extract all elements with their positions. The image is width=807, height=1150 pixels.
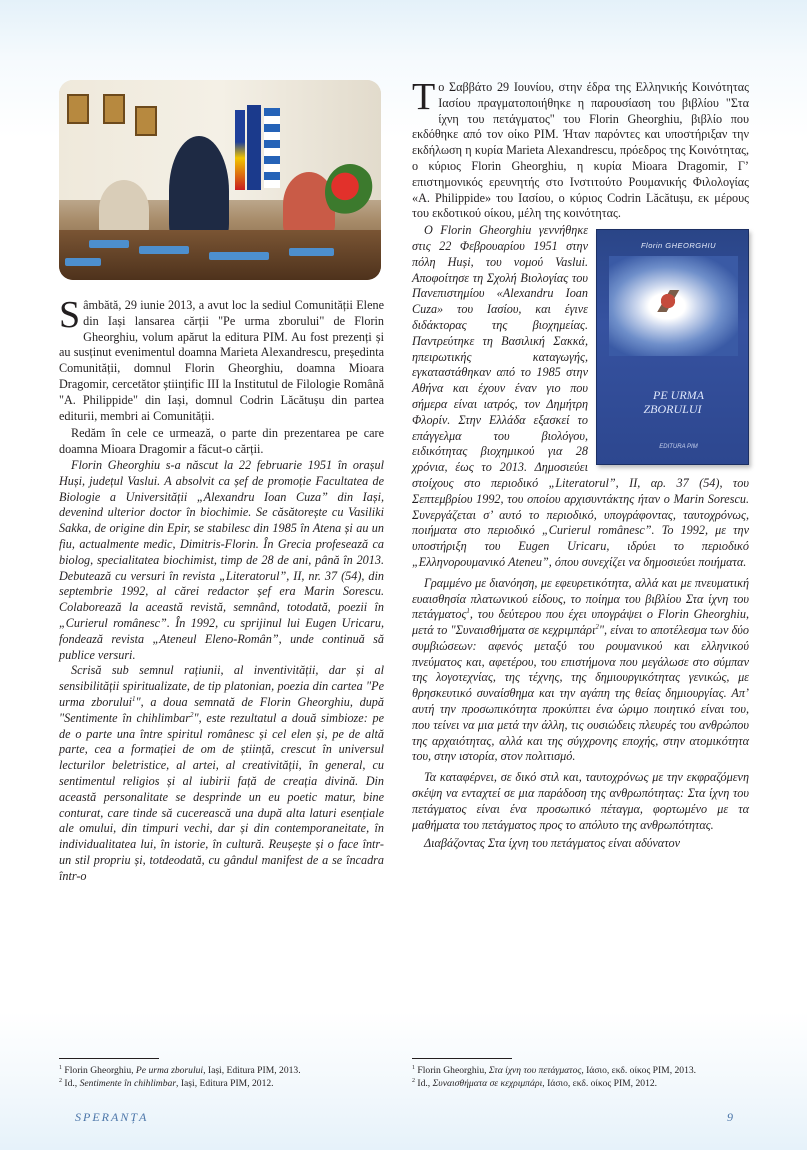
footnotes-right [412,1058,749,1090]
footnote-title: Στα ίχνη του πετάγματος [488,1065,582,1076]
gr-analysis-text-a: Γραμμένο με διανόηση, με εφευρετικότητα, αλλά και με πνευματική ευαισθησία πλατωνικού είδους, το ποίημα του βιβλίου Στα ίχνη του πετάγματος [412,575,749,622]
ro-analysis-text-b: ", a doua semnată de Florin Gheorghiu, după "Sentimente în chihlimbar [59,694,384,725]
footnote-text: , Iași, Editura PIM, 2013. [203,1065,301,1076]
footnote-text: Florin Gheorghiu, [415,1065,489,1076]
gr-analysis-paragraph [412,576,749,766]
footnote-rule [412,1058,512,1059]
ro-intro-paragraph [59,294,384,424]
footnote-text: , Ιάσιο, εκδ. οίκος PIM, 2012. [542,1078,658,1089]
page-number: 9 [727,1110,733,1124]
footnote-rule [59,1058,159,1059]
ro-lead-paragraph: Redăm în cele ce urmează, o parte din prezentarea pe care doamna Mioara Dragomir a făcut-o cărții. [59,426,384,457]
footnote-text: Id., [415,1078,433,1089]
gr-footnote-2 [412,1077,749,1090]
gr-reading-paragraph: Διαβάζοντας Στα ίχνη του πετάγματος είναι αδύνατον [424,836,681,851]
footnote-num: 2 [59,1077,62,1084]
ro-dropcap: S [59,294,81,336]
cover-title-line2: ZBORULUI [643,402,702,417]
ro-analysis-paragraph [59,663,384,884]
footnotes-left [59,1058,384,1090]
gr-dropcap: Τ [412,76,436,118]
footnote-num: 1 [59,1064,62,1071]
footnote-title: Sentimente în chihlimbar [79,1078,177,1089]
gr-style-paragraph: Τα καταφέρνει, σε δικό στιλ και, ταυτοχρόνως με την εκφραζόμενη σκέψη να ενταχτεί σε μια παράδοση της ανθρωπότητας: Στα ίχνη του πετάγματος είναι ένα προσωπικό πέταγμα, φορτωμένο με τα μαθήματα του πετάγματος προς το απόλυτο της ανθρωπότητας. [412,770,749,832]
gr-intro-text: ο Σαββάτο 29 Ιουνίου, στην έδρα της Ελληνικής Κοινότητας Ιασίου πραγματοποιήθηκε η παρουσίαση του βιβλίου "Στα ίχνη του πετάγματος" του Florin Gheorghiu, βιβλίο που εκδόθηκε από τον οίκο PIM. Ήταν παρόντες και υποστήριξαν την εκδήλωση η κυρία Marieta Alexandrescu, πρόεδρος της Κοινότητας, ο κύριος Florin Gheorghiu, η κυρία Mioara Dragomir, Γ’ επιστημονικός ερευνητής στο Ινστιτούτο Ρουμανικής Φιλολογίας «A. Philippide» του Ιασίου, ο κύριος Codrin Lăcătușu, εκ μέρους του εκδοτικού οίκου, μέλη της κοινότητας. [412,80,749,221]
footnote-title: Pe urma zborului [135,1065,204,1076]
cover-publisher: EDITURA PIM [659,444,698,451]
footnote-1 [59,1064,384,1077]
book-cover [596,229,749,465]
footnote-text: , Iași, Editura PIM, 2012. [176,1078,274,1089]
footnote-num: 2 [412,1077,415,1084]
gr-analysis-text-c: ", είναι το αποτέλεσμα των δύο συμβιώσεων: αφενός μεταξύ του ρουμανικού και ελληνικού πνεύματος και, αφετέρου, του επιστήμονα που μεγάλωσε στο σύμπαν της λογοτεχνίας, της τέχνης, της δημιουργικότητας γενικώς, με θρησκευτικό συναίσθημα και την αγάπη της θείας δημιουργίας. Απ’ αυτή την προσωπικότητα προκύπτει ένα ώριμο ποιητικό είναι του, που τείνει να μια μετά την άλλη, τις ουσιώδεις πλευρές του ανθρώπου της αρχαιότητας, αλλά και της σύγχρονης εποχής, στην ατομικότητα του, στην ιστορία, στον πολιτισμό. [412,623,749,764]
event-photo [59,80,381,280]
footnote-ref-2: 2 [190,710,194,719]
gr-footnote-ref-1: 1 [466,607,470,616]
left-column [59,80,384,884]
ro-analysis-text-a: Scrisă sub semnul rațiunii, al inventivității, dar și al sensibilității spiritualizate, de tip platonian, poezia din cartea "Pe urma zborului [59,663,384,709]
gr-bio-paragraph [412,223,749,571]
footnote-num: 1 [412,1064,415,1071]
ro-bio-paragraph: Florin Gheorghiu s-a născut la 22 februarie 1951 în orașul Huși, județul Vaslui. A absolvit ca șef de promoție Facultatea de Biologie a Universității „Alexandru Ioan Cuza” din Iași, devenind ulterior doctor în biochimie. Se căsătorește cu Vasiliki Sakka, de origine din Epir, se stabilesc din 1985 în Atena și au un fiu, actualmente medic, Dimitris-Florin. În Grecia profesează ca biolog, specialitatea biochimist, timp de 28 de ani, până în 2013. Debutează cu versuri în revista „Literatorul”, II, nr. 37 (54), din septembrie 1992, al cărei redactor șef era Marin Sorescu. Colaborează la această revistă, semnând, totodată, poezii în „Curierul românesc”. În 1992, cu sprijinul lui Eugen Uricaru, fondează revista „Ateneul Eleno-Român”, unde continuă să publice versuri. [59,457,384,662]
footnote-text: Florin Gheorghiu, [62,1065,136,1076]
gr-footnote-ref-2: 2 [595,623,599,632]
footnote-text: , Ιάσιο, εκδ. οίκος PIM, 2013. [581,1065,697,1076]
cover-author: Florin GHEORGHIU [640,241,717,251]
cover-title-line1: PE URMA [653,388,704,403]
footnote-title: Συναισθήματα σε κεχριμπάρι [432,1078,543,1089]
gr-footnote-1 [412,1064,749,1077]
cover-artwork [609,256,738,356]
gr-bio-text: O Florin Gheorghiu γεννήθηκε στις 22 Φεβρουαρίου 1951 στην πόλη Huși, του νομού Vaslui. Αποφοίτησε τη Σχολή Βιολογίας του Πανεπιστημίου «Alexandru Ioan Cuza» του Ιασίου, και έγινε διδάκτορας της βιοχημείας. Παντρεύτηκε τη Βασιλική Σακκά, ηπειρωτικής καταγωγής, εγκαταστάθηκαν από το 1985 στην Αθήνα και έχουν έναν γιο που σήμερα είναι ιατρός, τον Δημήτρη Φλορίν. Στην Ελλάδα εξασκεί το επάγγελμα του βιολόγου, ειδικότητας βιοχημικού για 28 χρόνια, έως το 2013. Δημοσιεύει στοίχους στο περιοδικό „Literatorul”, II, αρ. 37 (54), του Σεπτεμβρίου 1992, του οποίου αρχισυντάκτης ήταν ο Marin Sorescu. Συνεργάζεται σ’ αυτό το περιοδικό, υπογράφοντας, ταυτοχρόνως, ποιήματα στο περιοδικό „Curierul românesc”. Το 1992, με την υποστήριξη του Eugen Uricaru, ιδρύει το περιοδικό „Ελληνορουμανικό Ateneu”, όπου συνεχίζει να δημοσιεύει ποιήματα. [412,223,749,569]
footnote-2 [59,1077,384,1090]
footnote-text: Id., [62,1078,80,1089]
cover-title [597,388,748,416]
right-column [412,76,749,852]
ro-analysis-text-c: ", este rezultatul a două simbioze: pe de o parte una între spiritul românesc și cel elen și, pe de altă parte, cea a formației de om de știință, crescut în universul lecturilor beletristice, al artei, al creativității, în general, cu sentimentul religios și al iubirii față de creația divină. Din această personalitate se desprinde un eu poetic matur, bine conturat, care tinde să cucerească una după alta laturi esențiale ale omului, din timpuri vechi, dar și din contemporaneitate, în individualitatea lui, în istorie, în cultură. Reușește și o face într-un stil propriu și, totdeodată, cu gândul manifest de a se încadra într-o [59,710,384,883]
gr-analysis-text-b: , του δεύτερου που έχει υπογράψει ο Florin Gheorghiu, μετά το "Συναισθήματα σε κεχριμπάρι [412,607,749,638]
gr-intro-paragraph [412,76,749,222]
footnote-ref-1: 1 [132,694,136,703]
magazine-name: SPERANȚA [75,1110,149,1124]
ro-intro-text: âmbătă, 29 iunie 2013, a avut loc la sediul Comunității Elene din Iași lansarea cărții "Pe urma zborului" de Florin Gheorghiu, volum apărut la editura PIM. Au fost prezenți și au susținut evenimentul doamna Marieta Alexandrescu, președinta Comunității, domnul Florin Gheorghiu, doamna Mioara Dragomir, cercetător științific III la Institutul de Filologie Română "A. Philippide" din Iași, domnul Codrin Lăcătușu din partea editurii, membri ai Comunității. [59,298,384,423]
